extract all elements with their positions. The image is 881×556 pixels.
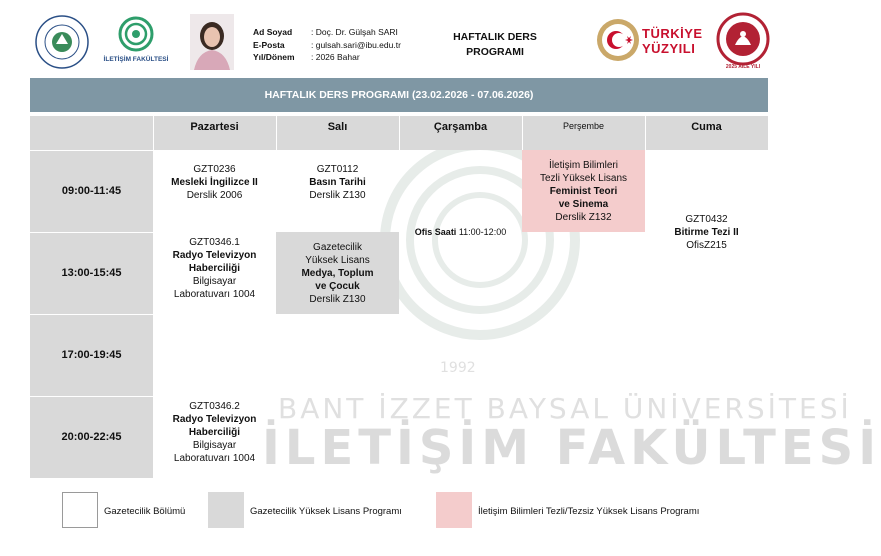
crescent-star-icon (596, 18, 640, 62)
course-room: Derslik Z132 (555, 211, 612, 223)
legend-swatch-grey (208, 492, 244, 528)
info-label-email: E-Posta (253, 39, 285, 50)
course-name: Medya, Toplum (301, 267, 374, 279)
course-program: Yüksek Lisans (305, 254, 370, 266)
course-room: Derslik 2006 (186, 190, 243, 201)
course-mon-1[interactable] (153, 150, 276, 232)
info-value-email[interactable]: : gulsah.sari@ibu.edu.tr (311, 39, 401, 50)
office-hours-time: 11:00-12:00 (458, 226, 507, 237)
corner-header (30, 116, 153, 150)
document-title-line1: HAFTALIK DERS (453, 31, 537, 43)
turkiye-yuzyili-logo (596, 16, 706, 68)
day-header-friday: Cuma (645, 116, 768, 150)
header (0, 0, 794, 78)
header-divider (276, 116, 277, 150)
course-room: Laboratuvarı 1004 (173, 453, 256, 464)
family-year-logo (716, 12, 770, 72)
course-name: Radyo Televizyon (172, 414, 257, 425)
course-room: Laboratuvarı 1004 (173, 289, 256, 300)
course-room: OfisZ215 (686, 239, 727, 251)
profile-photo (190, 14, 234, 70)
instructor-info (253, 26, 423, 64)
university-seal-icon (34, 14, 90, 70)
turkiye-logo-line2: YÜZYILI (642, 41, 696, 56)
header-divider (645, 116, 646, 150)
day-header-wednesday: Çarşamba (399, 116, 522, 150)
course-room: Bilgisayar (192, 440, 237, 451)
course-program: Gazetecilik (313, 241, 362, 253)
header-divider (522, 116, 523, 150)
legend-swatch-pink (436, 492, 472, 528)
course-thu-1[interactable] (522, 150, 645, 232)
course-room: Derslik Z130 (309, 190, 366, 201)
watermark-university: BANT İZZET BAYSAL ÜNİVERSİTESİ (278, 392, 852, 425)
watermark-year: 1992 (440, 360, 476, 376)
course-program: Tezli Yüksek Lisans (539, 172, 628, 184)
info-label-name: Ad Soyad (253, 27, 293, 37)
course-mon-2[interactable] (153, 232, 276, 314)
family-year-text: 2025 AİLE YILI (725, 64, 761, 70)
office-hours-wed[interactable] (399, 150, 522, 314)
schedule-banner (30, 78, 768, 112)
course-name: Feminist Teori (549, 185, 618, 197)
schedule-banner-title: HAFTALIK DERS PROGRAMI (23.02.2026 - 07.06.2026) (264, 89, 534, 101)
legend-label-undergrad: Gazetecilik Bölümü (104, 506, 186, 517)
header-divider (399, 116, 400, 150)
course-tue-1[interactable] (276, 150, 399, 232)
course-name: ve Sinema (558, 198, 609, 210)
course-program: İletişim Bilimleri (549, 159, 618, 171)
time-slot-1: 09:00-11:45 (30, 150, 153, 232)
course-name: ve Çocuk (315, 280, 360, 292)
header-divider (153, 116, 154, 150)
person-icon (190, 14, 234, 70)
day-header-monday: Pazartesi (153, 116, 276, 150)
day-header-tuesday: Salı (276, 116, 399, 150)
course-code: GZT0432 (685, 213, 728, 225)
time-slot-3: 17:00-19:45 (30, 314, 153, 396)
faculty-emblem-icon (118, 16, 154, 52)
time-slot-2: 13:00-15:45 (30, 232, 153, 314)
course-code: GZT0346.1 (189, 237, 240, 248)
course-fri-1[interactable] (645, 150, 768, 314)
office-hours-label: Ofis Saati (414, 226, 457, 237)
course-tue-2[interactable] (276, 232, 399, 314)
course-name: Mesleki İngilizce II (171, 177, 258, 188)
info-value-term: : 2026 Bahar (311, 52, 360, 62)
info-label-term: Yıl/Dönem (253, 52, 295, 62)
info-value-name: : Doç. Dr. Gülşah SARI (311, 27, 398, 37)
legend-label-comm-sciences: İletişim Bilimleri Tezli/Tezsiz Yüksek Lisans Programı (478, 506, 700, 517)
course-name: Haberciliği (188, 263, 241, 274)
course-code: GZT0112 (316, 164, 359, 175)
time-slot-4: 20:00-22:45 (30, 396, 153, 478)
turkiye-logo-line1: TÜRKİYE (642, 26, 703, 41)
document-title (430, 30, 560, 60)
legend-swatch-white (62, 492, 98, 528)
course-mon-4[interactable] (153, 396, 276, 478)
schedule-table (30, 116, 768, 478)
course-code: GZT0346.2 (189, 401, 240, 412)
family-emblem-icon (716, 12, 770, 66)
course-name: Haberciliği (188, 427, 241, 438)
faculty-logo (100, 16, 172, 70)
legend-label-masters: Gazetecilik Yüksek Lisans Programı (250, 506, 402, 517)
course-room: Bilgisayar (192, 276, 237, 287)
course-name: Bitirme Tezi II (674, 226, 739, 238)
legend (62, 492, 762, 530)
faculty-logo-text: İLETİŞİM FAKÜLTESİ (103, 56, 169, 63)
university-logo (34, 14, 90, 70)
watermark-faculty: İLETİŞİM FAKÜLTESİ (262, 420, 881, 476)
course-name: Radyo Televizyon (172, 250, 257, 261)
document-title-line2: PROGRAMI (466, 46, 524, 58)
course-code: GZT0236 (193, 164, 236, 175)
course-name: Basın Tarihi (309, 177, 366, 188)
day-header-thursday: Perşembe (522, 116, 645, 150)
course-room: Derslik Z130 (309, 293, 366, 305)
